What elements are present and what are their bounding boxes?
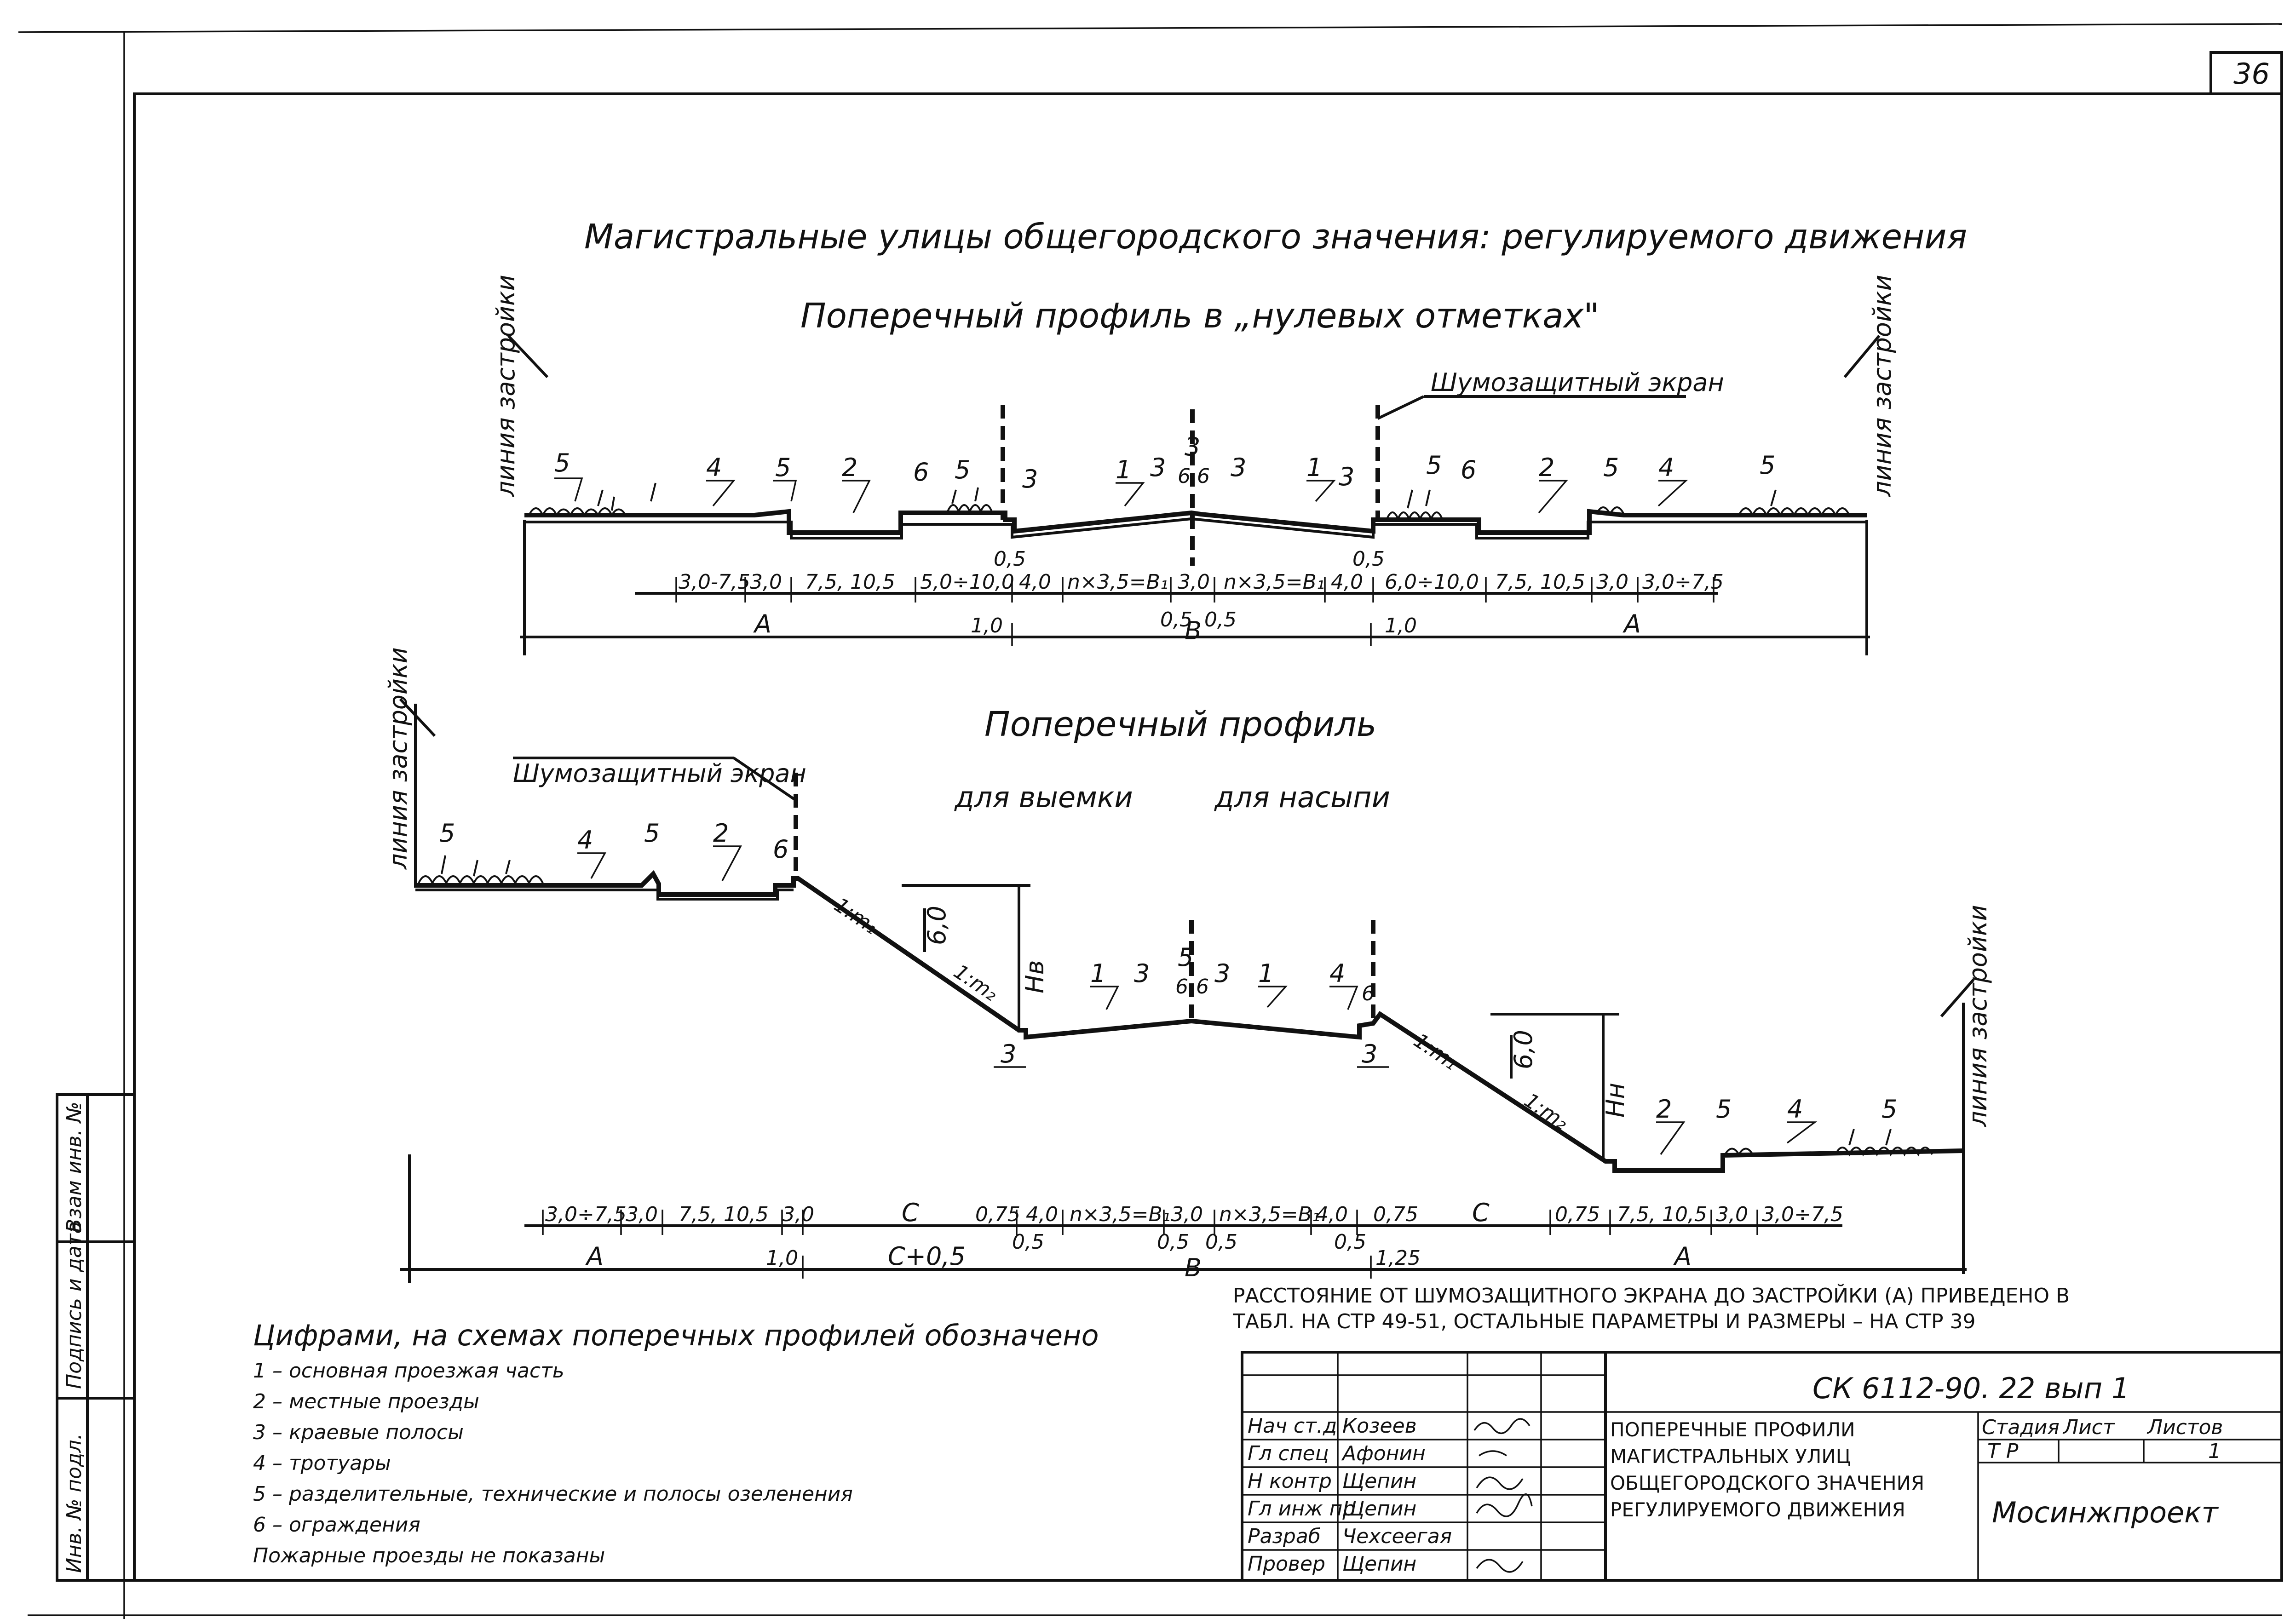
bot-el-m6a: 6 (1175, 975, 1188, 999)
sheet-number: 36 (2233, 57, 2270, 91)
top-half-2: 0,5 (1352, 547, 1385, 571)
top-dim-i: 4,0 (1331, 570, 1363, 594)
top-el-5d: 5 (1426, 451, 1442, 480)
bot-el-m4: 4 (1329, 959, 1346, 988)
bot-dim-o: 7,5, 10,5 (1617, 1203, 1707, 1226)
bot-el-r5b: 5 (1881, 1095, 1898, 1124)
stamp-inv-podl: Инв. № подл. (63, 1433, 86, 1573)
bottom-ground-line (415, 874, 1963, 1171)
top-dim2-c: B (1185, 616, 1202, 645)
bottom-dim-row1-labels (545, 1198, 1843, 1227)
bot-el-m1a: 1 (1090, 959, 1106, 988)
bot-el-l5a: 5 (439, 819, 455, 848)
bot-dim-n: 0,75 (1555, 1203, 1600, 1226)
bot-el-l5b: 5 (644, 819, 660, 848)
bot-el-r5a: 5 (1716, 1095, 1732, 1124)
top-left-building-label: линия застройки (491, 275, 520, 497)
bottom-cut-6: 6,0 (922, 906, 951, 945)
top-el-3b: 3 (1150, 453, 1166, 482)
top-profile-title: Поперечный профиль в „нулевых отметках" (800, 296, 1600, 336)
bot-dim-d: 3,0 (782, 1203, 814, 1226)
bot-dim-h: n×3,5=B₁ (1070, 1203, 1171, 1226)
bot-dim-q: 3,0÷7,5 (1762, 1203, 1843, 1226)
top-dim-f: n×3,5=B₁ (1067, 570, 1168, 594)
top-el-5f: 5 (1760, 451, 1776, 480)
top-element-labels (554, 432, 1775, 513)
note-box (1233, 1283, 2130, 1352)
top-el-3e: 3 (1339, 462, 1355, 491)
bot-dim-g: 4,0 (1026, 1203, 1058, 1226)
legend (253, 1319, 1099, 1567)
bottom-slope-fill-1: 1:m₁ (1409, 1028, 1462, 1075)
bot-dim-i: 3,0 (1171, 1203, 1203, 1226)
bot-dim2-a: A (587, 1242, 604, 1271)
bottom-profile-title: Поперечный профиль (984, 705, 1377, 744)
top-dim-l: 3,0 (1596, 570, 1628, 594)
bottom-subtitle-fill: для насыпи (1214, 780, 1390, 814)
legend-item-4: 4 – тротуары (253, 1452, 391, 1475)
bot-el-r4: 4 (1787, 1095, 1803, 1124)
organization: Мосинжпроект (1992, 1496, 2218, 1529)
bot-dim-c: 7,5, 10,5 (679, 1203, 769, 1226)
bottom-screen-label: Шумозащитный экран (513, 759, 806, 788)
name-4: Щепин (1342, 1497, 1417, 1521)
top-planting-right (1596, 490, 1849, 515)
top-dim2-d: 1,0 (1385, 614, 1417, 637)
role-6: Провер (1248, 1552, 1325, 1576)
bottom-fill-height: Hн (1601, 1083, 1630, 1118)
legend-item-7: Пожарные проезды не показаны (253, 1544, 605, 1567)
top-screen-label: Шумозащитный экран (1431, 368, 1724, 397)
stamp-vzam-inv: Взам инв. № (63, 1102, 86, 1233)
top-dim-c: 7,5, 10,5 (805, 570, 895, 594)
top-dim-row1-labels (679, 570, 1724, 594)
bot-el-m3b: 3 (1214, 959, 1231, 988)
legend-heading: Цифрами, на схемах поперечных профилей обозначено (253, 1319, 1099, 1352)
note-text: РАССТОЯНИЕ ОТ ШУМОЗАЩИТНОГО ЭКРАНА ДО ЗАСТРОЙКИ (A) ПРИВЕДЕНО В ТАБЛ. НА СТР 49-51, ОСТАЛЬНЫЕ ПАРАМЕТРЫ И РАЗМЕРЫ – НА СТР 39 (1233, 1284, 2070, 1333)
bot-dim-e: C (902, 1198, 919, 1227)
bot-dim-p: 3,0 (1716, 1203, 1748, 1226)
sheets-header: Листов (2147, 1416, 2223, 1439)
legend-item-2: 2 – местные проезды (253, 1390, 479, 1413)
stage-header: Стадия (1982, 1416, 2060, 1439)
bottom-dim-row2-labels (585, 1242, 1692, 1282)
top-el-4a: 4 (706, 453, 722, 482)
bottom-planting-left (419, 855, 543, 883)
bot-dim-k: 4,0 (1316, 1203, 1348, 1226)
top-dim-a: 3,0-7,5 (679, 570, 750, 594)
bot-el-l6: 6 (773, 835, 789, 864)
name-5: Чехсеегая (1342, 1525, 1452, 1548)
bottom-right-building-label: линия застройки (1963, 905, 1992, 1127)
bottom-cut-height-dim (902, 885, 1030, 1033)
top-el-66: 6,6 (1178, 465, 1210, 488)
legend-item-5: 5 – разделительные, технические и полосы озеленения (253, 1482, 853, 1506)
bottom-slope-cut-2: 1:m₂ (949, 959, 1002, 1006)
top-el-5c: 5 (955, 455, 971, 484)
bot-dim-a: 3,0÷7,5 (545, 1203, 627, 1226)
bot-el-r2: 2 (1656, 1095, 1672, 1124)
legend-item-6: 6 – ограждения (253, 1513, 420, 1537)
top-dim-j: 6,0÷10,0 (1385, 570, 1479, 594)
sheet-header: Лист (2063, 1416, 2115, 1439)
top-el-5b: 5 (775, 453, 791, 482)
top-trim-line (18, 24, 2282, 32)
top-dim-row2-labels (753, 609, 1641, 645)
bot-el-m5: 5 (1178, 943, 1194, 972)
bottom-element-labels (439, 819, 1897, 1154)
bot-dim-f: 0,75 (975, 1203, 1020, 1226)
sheets-value: 1 (2208, 1440, 2221, 1463)
top-el-3d: 3 (1231, 453, 1247, 482)
bot-dim2-e: 1,25 (1375, 1246, 1421, 1270)
top-half-3: 0,5 (1160, 608, 1192, 631)
top-dim-d: 5,0÷10,0 (920, 570, 1014, 594)
title-block (1242, 1352, 2282, 1580)
bot-dim2-b: 1,0 (766, 1246, 798, 1270)
bot-el-3-right: 3 (1362, 1039, 1378, 1068)
top-el-6b: 6 (1461, 455, 1477, 484)
top-dim2-a: A (754, 609, 771, 638)
top-dim-k: 7,5, 10,5 (1495, 570, 1585, 594)
bot-el-3-left: 3 (1001, 1039, 1017, 1068)
top-el-3a: 3 (1022, 465, 1038, 494)
stamp-signature-date: Подпись и дата (63, 1221, 86, 1389)
bottom-slope-cut-1: 1:m₁ (829, 893, 883, 939)
bot-el-l4: 4 (577, 826, 593, 855)
name-6: Щепин (1342, 1552, 1417, 1576)
top-el-1a: 1 (1116, 455, 1132, 484)
bot-dim2-c: C+0,5 (888, 1242, 966, 1271)
name-3: Щепин (1342, 1469, 1417, 1493)
top-el-5a: 5 (554, 448, 570, 477)
top-el-2a: 2 (842, 453, 858, 482)
bot-dim-m: C (1472, 1198, 1490, 1227)
description: ПОПЕРЕЧНЫЕ ПРОФИЛИ МАГИСТРАЛЬНЫХ УЛИЦ ОБЩЕГОРОДСКОГО ЗНАЧЕНИЯ РЕГУЛИРУЕМОГО ДВИЖЕНИЯ (1610, 1418, 1925, 1521)
top-dim2-b: 1,0 (971, 614, 1003, 637)
top-dim2-e: A (1624, 609, 1641, 638)
bot-dim-j: n×3,5=B₁ (1219, 1203, 1320, 1226)
bot-half-2: 0,5 (1157, 1230, 1189, 1254)
bot-el-m6b: 6 (1196, 975, 1209, 999)
bottom-left-building-label: линия застройки (384, 647, 413, 869)
name-2: Афонин (1342, 1442, 1426, 1465)
top-planting-mid-left (948, 488, 992, 511)
bot-dim2-f: A (1674, 1242, 1692, 1271)
main-title: Магистральные улицы общегородского значения: регулируемого движения (584, 217, 1968, 257)
bot-dim2-d: B (1185, 1253, 1202, 1282)
bot-dim-b: 3,0 (626, 1203, 658, 1226)
name-1: Козеев (1342, 1414, 1417, 1438)
top-el-4b: 4 (1658, 453, 1674, 482)
bottom-cut-height: Hв (1020, 960, 1049, 993)
role-4: Гл инж пр (1248, 1497, 1356, 1521)
top-dim-h: n×3,5=B₁ (1224, 570, 1325, 594)
description-box (1610, 1417, 1974, 1578)
bot-half-1: 0,5 (1012, 1230, 1044, 1254)
top-planting-mid-right (1387, 490, 1442, 519)
top-half-4: 0,5 (1204, 608, 1237, 631)
bot-el-m6c: 6 (1362, 982, 1375, 1005)
legend-item-3: 3 – краевые полосы (253, 1421, 464, 1444)
top-el-1b: 1 (1306, 453, 1323, 482)
top-el-6a: 6 (913, 458, 929, 487)
top-right-building-label: линия застройки (1868, 275, 1897, 497)
role-5: Разраб (1248, 1525, 1321, 1548)
top-planting-left (529, 483, 656, 515)
top-dim-e: 4,0 (1019, 570, 1051, 594)
top-screen-leader (1378, 396, 1424, 419)
top-dim-g: 3,0 (1178, 570, 1210, 594)
role-1: Нач ст.д (1248, 1414, 1337, 1438)
top-el-3c: 3 (1185, 432, 1201, 461)
bot-dim-l: 0,75 (1373, 1203, 1418, 1226)
bottom-slope-fill-2: 1:m₂ (1519, 1088, 1573, 1135)
bot-el-l2: 2 (713, 819, 729, 848)
top-el-5e: 5 (1603, 453, 1619, 482)
bot-half-3: 0,5 (1205, 1230, 1237, 1254)
bot-el-m3a: 3 (1134, 959, 1150, 988)
bottom-fill-6: 6,0 (1509, 1030, 1538, 1069)
role-2: Гл спец (1248, 1442, 1329, 1465)
doc-code: СК 6112-90. 22 вып 1 (1812, 1372, 2130, 1405)
stage-value: Т Р (1987, 1440, 2019, 1463)
top-half-1: 0,5 (994, 547, 1026, 571)
top-el-2b: 2 (1539, 453, 1555, 482)
top-dim-m: 3,0÷7,5 (1642, 570, 1724, 594)
legend-item-1: 1 – основная проезжая часть (253, 1359, 564, 1383)
bot-half-4: 0,5 (1334, 1230, 1366, 1254)
side-stamp (57, 1095, 134, 1580)
role-3: Н контр (1248, 1469, 1332, 1493)
top-base-line (524, 519, 1867, 538)
bot-el-m1b: 1 (1258, 959, 1274, 988)
bottom-subtitle-cut: для выемки (955, 780, 1133, 814)
top-dim-b: 3,0 (750, 570, 782, 594)
